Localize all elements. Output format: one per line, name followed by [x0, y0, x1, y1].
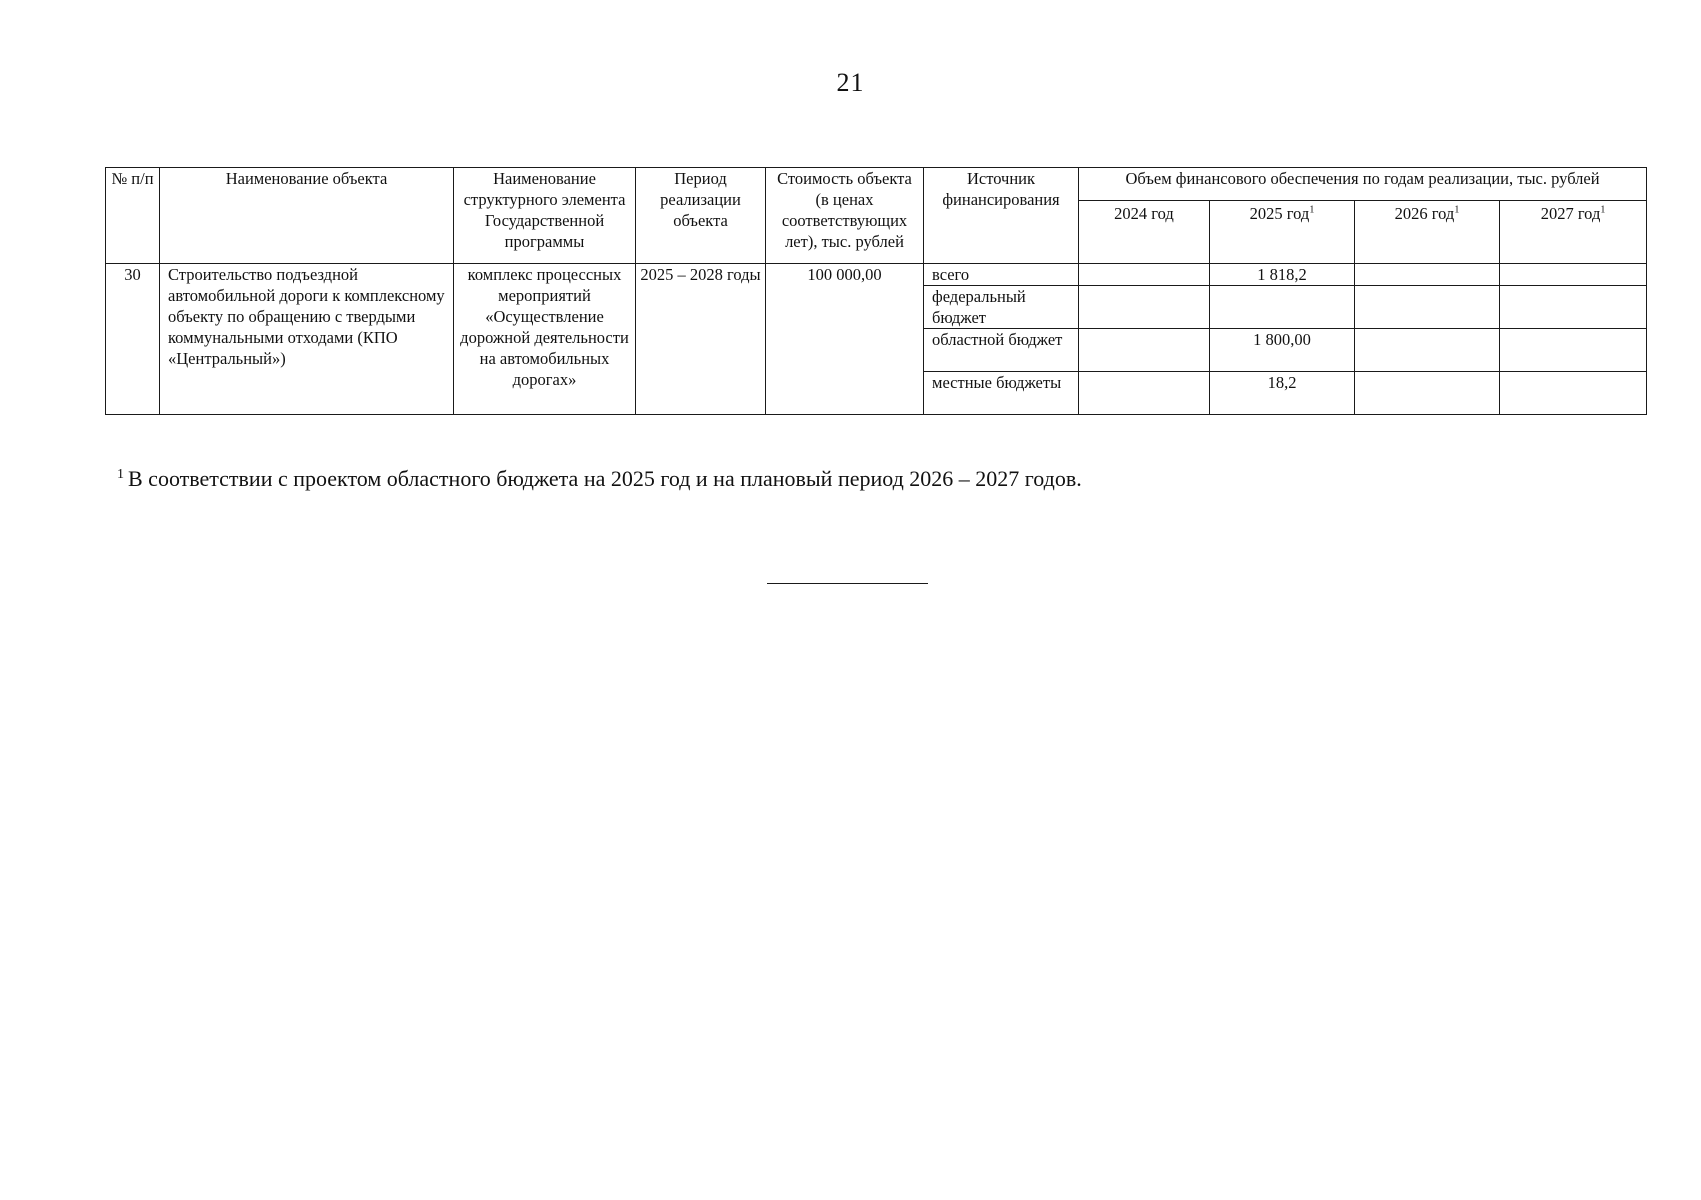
source-value: [1355, 372, 1500, 415]
header-structural-element: Наименование структурного элемента Государственной программы: [454, 168, 636, 264]
header-source: Источник финансирования: [924, 168, 1079, 264]
row-num: 30: [106, 264, 160, 415]
row-object-name: Строительство подъездной автомобильной дороги к комплексному объекту по обращению с твердыми коммунальными отходами (КПО «Центральный»): [160, 264, 454, 415]
header-cost: Стоимость объекта (в ценах соответствующих лет), тыс. рублей: [766, 168, 924, 264]
table-row: [106, 264, 1647, 286]
header-year-2025: 2025 год$^1$: [1210, 201, 1355, 264]
header-year-2024: 2024 год: [1079, 201, 1210, 264]
row-period: 2025 – 2028 годы: [636, 264, 766, 415]
header-num: № п/п: [106, 168, 160, 264]
source-label: местные бюджеты: [924, 372, 1079, 415]
source-value: 1 800,00: [1210, 329, 1355, 372]
page-number: 21: [836, 68, 865, 97]
source-label: всего: [924, 264, 1079, 286]
source-value: [1079, 286, 1210, 329]
source-value: [1355, 264, 1500, 286]
source-value: [1355, 286, 1500, 329]
header-row-top: [106, 168, 1647, 201]
source-value: [1079, 329, 1210, 372]
header-year-2027: 2027 год$^1$: [1500, 201, 1647, 264]
row-cost: 100 000,00: [766, 264, 924, 415]
source-value: [1500, 264, 1647, 286]
header-financing-group: Объем финансового обеспечения по годам реализации, тыс. рублей: [1079, 168, 1647, 201]
source-value: [1079, 264, 1210, 286]
source-value: [1500, 372, 1647, 415]
footnote-mark: 1: [117, 466, 124, 482]
source-value: [1500, 286, 1647, 329]
row-structural-element: комплекс процессных мероприятий «Осуществление дорожной деятельности на автомобильных дорогах»: [454, 264, 636, 415]
source-value: 1 818,2: [1210, 264, 1355, 286]
source-value: [1355, 329, 1500, 372]
header-year-2026: 2026 год$^1$: [1355, 201, 1500, 264]
financing-table: [105, 167, 1647, 415]
source-value: [1500, 329, 1647, 372]
header-period: Период реализации объекта: [636, 168, 766, 264]
source-value: 18,2: [1210, 372, 1355, 415]
source-label: областной бюджет: [924, 329, 1079, 372]
header-object-name: Наименование объекта: [160, 168, 454, 264]
footnote-text: В соответствии с проектом областного бюджета на 2025 год и на плановый период 2026 – 2027 годов.: [128, 466, 1082, 491]
footnote: [117, 466, 1082, 492]
source-label: федеральный бюджет: [924, 286, 1079, 329]
source-value: [1210, 286, 1355, 329]
source-value: [1079, 372, 1210, 415]
end-divider: [767, 583, 928, 584]
